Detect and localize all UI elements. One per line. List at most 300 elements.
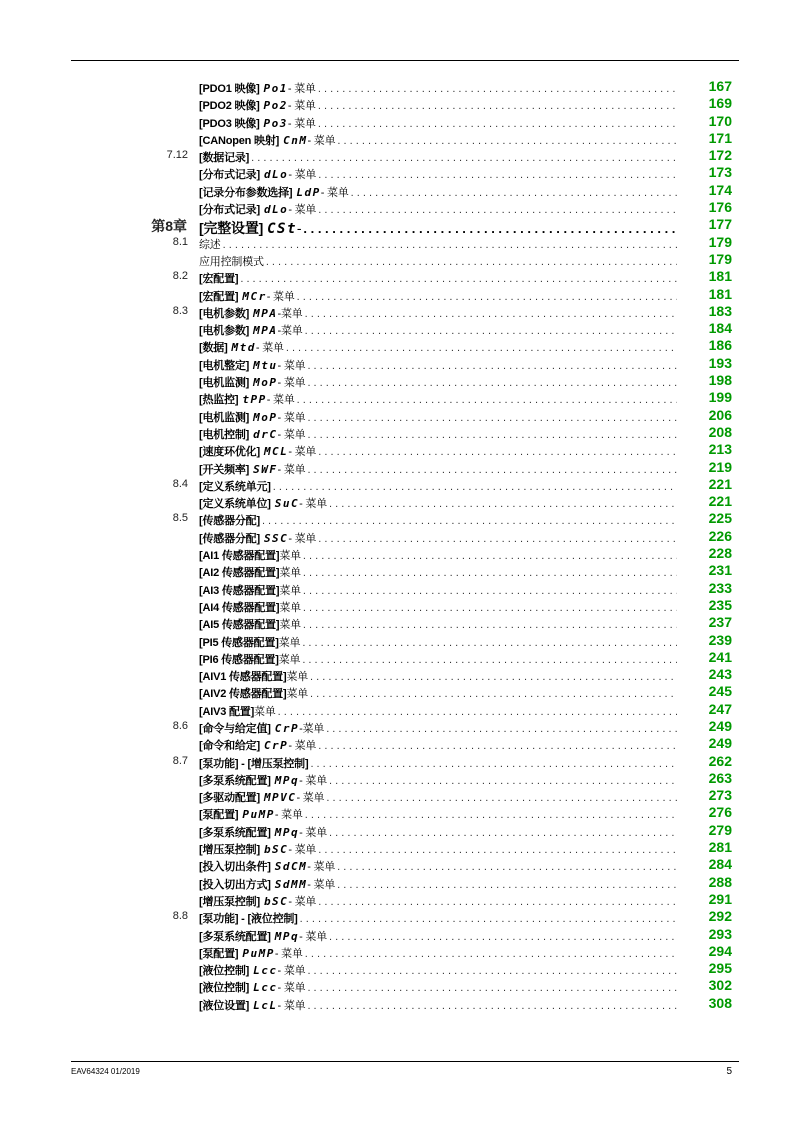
section-title [199, 755, 308, 771]
menu-suffix: -菜单 [277, 307, 303, 320]
page-link[interactable]: 279 [708, 821, 732, 838]
menu-suffix: 菜单 [278, 636, 301, 649]
toc-entry-text [199, 305, 677, 321]
page-link[interactable]: 170 [708, 112, 732, 129]
section-title-text: [PDO1 映像] [199, 83, 260, 95]
section-title [199, 409, 249, 425]
page-link[interactable]: 199 [708, 389, 732, 406]
section-title [199, 737, 260, 753]
menu-suffix: 菜单 [279, 584, 301, 597]
section-number: 8.3 [172, 304, 188, 317]
section-title [199, 685, 286, 701]
dot-leader [337, 879, 677, 891]
section-title [199, 236, 221, 252]
page-link[interactable]: 247 [708, 700, 732, 717]
page-link[interactable]: 249 [708, 717, 732, 734]
menu-suffix: - 菜单 [277, 411, 306, 424]
toc-entry-text [199, 945, 677, 961]
section-title-text: [电机参数] [199, 307, 250, 320]
menu-suffix: - 菜单 [320, 186, 349, 199]
section-title [199, 599, 279, 615]
menu-suffix: - 菜单 [277, 982, 306, 995]
menu-code: CSt [267, 221, 297, 238]
section-title [199, 461, 249, 477]
menu-suffix: 菜单 [279, 550, 301, 563]
page-link[interactable]: 206 [708, 406, 732, 423]
section-title-text: [PDO2 映像] [199, 100, 260, 113]
toc-entry[interactable] [0, 425, 793, 442]
section-title [199, 824, 271, 840]
toc-entry[interactable] [0, 978, 793, 995]
menu-suffix: 菜单 [286, 671, 309, 684]
dot-leader [326, 723, 677, 735]
page-link[interactable]: 292 [708, 908, 732, 925]
page-link[interactable]: 262 [708, 752, 732, 769]
section-title [199, 132, 279, 148]
page-link[interactable]: 181 [708, 285, 732, 302]
page-link[interactable]: 198 [708, 372, 732, 389]
menu-code: SdMM [274, 877, 308, 891]
toc-entry[interactable] [0, 408, 793, 425]
section-title [199, 634, 279, 650]
section-title-text: [完整设置] [199, 220, 264, 237]
dot-leader [351, 187, 677, 199]
toc-entry-text [199, 530, 677, 546]
toc-entry-text [199, 270, 677, 286]
dot-leader [251, 152, 677, 164]
section-title [199, 651, 279, 667]
section-number: 7.12 [166, 149, 188, 162]
menu-suffix: - 菜单 [287, 100, 316, 113]
menu-code: MPq [274, 773, 300, 787]
page-link[interactable]: 235 [708, 596, 732, 613]
section-title-text: [液位控制] [199, 982, 250, 995]
header-rule [71, 60, 739, 61]
toc-entry[interactable] [0, 563, 793, 580]
menu-suffix: - 菜单 [274, 809, 303, 822]
toc-entry-text [199, 80, 677, 96]
document-id: EAV64324 01/2019 [71, 1067, 140, 1076]
menu-code: SWF [253, 462, 278, 476]
page-link[interactable]: 241 [708, 648, 732, 665]
page-link[interactable]: 221 [708, 493, 732, 510]
page-link[interactable]: 174 [708, 181, 732, 198]
section-title-text: [定义系统单元] [199, 480, 271, 493]
toc-entry[interactable] [0, 944, 793, 961]
page-link[interactable]: 263 [708, 769, 732, 786]
page-link[interactable]: 221 [708, 475, 732, 492]
toc-entry-text [199, 149, 677, 165]
section-title [199, 772, 271, 788]
section-title-text: [数据记录] [199, 152, 250, 165]
menu-code: MoP [253, 410, 278, 424]
menu-code: dLo [263, 168, 289, 182]
section-title [199, 910, 298, 926]
toc-entry[interactable] [0, 788, 793, 805]
page-link[interactable]: 281 [708, 839, 732, 856]
toc-entry[interactable] [0, 79, 793, 96]
toc-entry[interactable] [0, 511, 793, 528]
dot-leader [240, 273, 677, 285]
section-title-text: [传感器分配] [199, 532, 260, 545]
toc-entry-text [199, 789, 677, 805]
page-link[interactable]: 176 [708, 199, 732, 216]
section-title-text: [PDO3 映像] [199, 117, 260, 130]
menu-code: MPVC [263, 791, 297, 805]
section-title-text: [速度环优化] [199, 446, 260, 459]
menu-code: Lcc [253, 981, 278, 995]
dot-leader [329, 498, 677, 510]
dot-leader [302, 654, 677, 666]
toc-entry[interactable] [0, 771, 793, 788]
section-title-text: [定义系统单位] [199, 498, 271, 511]
menu-suffix: - 菜单 [288, 169, 317, 182]
menu-suffix: - 菜单 [299, 498, 328, 511]
section-title [199, 876, 271, 892]
dot-leader [318, 533, 677, 545]
toc-entry[interactable] [0, 961, 793, 978]
menu-code: MPq [274, 929, 300, 943]
toc-entry[interactable] [0, 702, 793, 719]
section-title-text: [PI6 传感器配置] [199, 653, 279, 666]
menu-code: MPA [253, 324, 278, 338]
dot-leader [307, 464, 677, 476]
menu-code: MPA [253, 306, 278, 320]
toc-entry[interactable] [0, 235, 793, 252]
toc-chapter-row[interactable] [0, 216, 793, 238]
page-link[interactable]: 294 [708, 942, 732, 959]
section-title-text: [投入切出条件] [199, 861, 271, 874]
menu-suffix: - 菜单 [277, 463, 306, 476]
page-link[interactable]: 302 [708, 977, 732, 994]
section-title-text: [AIV2 传感器配置] [199, 688, 287, 701]
toc-entry[interactable] [0, 131, 793, 148]
toc-entry[interactable] [0, 581, 793, 598]
toc-entry-text [199, 495, 677, 511]
menu-suffix: - 菜单 [299, 826, 328, 839]
toc-entry-text [199, 703, 677, 719]
page-link[interactable]: 276 [708, 804, 732, 821]
toc-entry[interactable] [0, 390, 793, 407]
toc-entry[interactable] [0, 477, 793, 494]
toc-entry[interactable] [0, 823, 793, 840]
dot-leader [337, 135, 677, 147]
section-title-text: [多驱动配置] [199, 792, 260, 805]
toc-entry-text [199, 841, 677, 857]
page-link[interactable]: 308 [708, 994, 732, 1011]
section-title [199, 806, 238, 822]
section-title [199, 80, 260, 96]
toc-entry-text [199, 426, 677, 442]
page-link[interactable]: 233 [708, 579, 732, 596]
toc-entry-text [199, 132, 677, 148]
toc-entry[interactable] [0, 252, 793, 269]
section-title-text: [增压泵控制] [199, 844, 260, 857]
section-title [199, 253, 264, 269]
menu-code: Po2 [263, 99, 288, 113]
section-title-text: [AI2 传感器配置] [199, 567, 280, 580]
section-title [199, 979, 249, 995]
page-link[interactable]: 208 [708, 423, 732, 440]
section-title-text: [液位控制] [199, 965, 250, 978]
section-title-text: [多泵系统配置] [199, 930, 271, 943]
toc-entry[interactable] [0, 460, 793, 477]
menu-suffix: - 菜单 [277, 359, 306, 372]
dot-leader [303, 602, 677, 614]
toc-entry[interactable] [0, 598, 793, 615]
section-title-text: [电机控制] [199, 428, 250, 441]
page-link[interactable]: 239 [708, 631, 732, 648]
page-link[interactable]: 249 [708, 735, 732, 752]
section-title-text: [PI5 传感器配置] [199, 636, 279, 649]
section-title [199, 149, 249, 165]
section-title [199, 443, 260, 459]
dot-leader [307, 429, 677, 441]
menu-code: MoP [253, 376, 278, 390]
toc-entry-text [199, 962, 677, 978]
menu-suffix: - 菜单 [288, 446, 317, 459]
section-title [199, 288, 238, 304]
page-link[interactable]: 169 [708, 95, 732, 112]
dot-leader [300, 913, 677, 925]
page-link[interactable]: 273 [708, 787, 732, 804]
toc-entry-text [199, 599, 677, 615]
toc-entry[interactable] [0, 287, 793, 304]
page-link[interactable]: 237 [708, 614, 732, 631]
toc-entry[interactable] [0, 546, 793, 563]
toc-entry[interactable] [0, 996, 793, 1013]
toc-entry[interactable] [0, 857, 793, 874]
section-title [199, 426, 249, 442]
toc-entry[interactable] [0, 805, 793, 822]
menu-suffix: - [296, 220, 302, 237]
dot-leader [318, 169, 677, 181]
page-link[interactable]: 193 [708, 354, 732, 371]
toc-entry[interactable] [0, 719, 793, 736]
section-title [199, 841, 260, 857]
menu-suffix: - 菜单 [288, 740, 317, 753]
dot-leader [329, 775, 677, 787]
page-link[interactable]: 167 [708, 78, 732, 94]
toc-entry-text [199, 806, 677, 822]
page-link[interactable]: 288 [708, 873, 732, 890]
toc-entry[interactable] [0, 754, 793, 771]
toc-entry[interactable] [0, 650, 793, 667]
dot-leader [223, 239, 677, 251]
section-title-text: [记录分布参数选择] [199, 186, 293, 199]
menu-suffix: -菜单 [277, 325, 303, 338]
footer-rule [71, 1061, 739, 1062]
section-title-text: [热监控] [199, 394, 239, 407]
section-number: 8.7 [172, 754, 188, 767]
toc-entry[interactable] [0, 304, 793, 321]
dot-leader [307, 1000, 677, 1012]
toc-entry[interactable] [0, 200, 793, 217]
toc-entry[interactable] [0, 927, 793, 944]
section-number: 8.8 [172, 910, 188, 923]
menu-code: PuMP [242, 946, 275, 960]
toc-entry[interactable] [0, 667, 793, 684]
menu-suffix: - 菜单 [274, 947, 303, 960]
section-title-text: [电机参数] [199, 325, 250, 338]
section-title-text: [电机整定] [199, 359, 250, 372]
menu-suffix: - 菜单 [307, 878, 336, 891]
toc-entry[interactable] [0, 373, 793, 390]
page-link[interactable]: 228 [708, 545, 732, 562]
toc-entry[interactable] [0, 529, 793, 546]
page-link[interactable]: 226 [708, 527, 732, 544]
section-title [199, 495, 271, 511]
toc-entry[interactable] [0, 494, 793, 511]
section-title-text: [电机监测] [199, 377, 250, 390]
dot-leader [307, 412, 677, 424]
toc-entry-text [199, 409, 677, 425]
menu-code: LcL [253, 998, 278, 1012]
dot-leader [262, 515, 677, 527]
toc-entry[interactable] [0, 114, 793, 131]
menu-code: MPq [274, 825, 300, 839]
toc-entry[interactable] [0, 321, 793, 338]
menu-suffix: - 菜单 [287, 117, 316, 130]
dot-leader [305, 325, 677, 337]
page-link[interactable]: 172 [708, 147, 732, 164]
section-title-text: [宏配置] [199, 290, 239, 303]
toc-entry[interactable] [0, 165, 793, 182]
menu-suffix: 菜单 [279, 601, 301, 614]
page-link[interactable]: 179 [708, 233, 732, 250]
menu-code: Mtu [253, 358, 278, 372]
dot-leader [318, 844, 677, 856]
section-title [199, 962, 249, 978]
page-link[interactable]: 295 [708, 960, 732, 977]
page-link[interactable]: 231 [708, 562, 732, 579]
page-number: 5 [726, 1066, 732, 1077]
section-title [199, 184, 292, 200]
toc-entry[interactable] [0, 615, 793, 632]
dot-leader [318, 83, 677, 95]
toc-entry-text [199, 357, 677, 373]
section-title [199, 858, 271, 874]
section-title-text: [液位设置] [199, 999, 250, 1012]
toc-entry-text [199, 772, 677, 788]
page-link[interactable]: 243 [708, 666, 732, 683]
toc-entry[interactable] [0, 183, 793, 200]
toc-entry[interactable] [0, 269, 793, 286]
section-title [199, 928, 271, 944]
dot-leader [303, 550, 677, 562]
section-title-text: [AI3 传感器配置] [199, 584, 280, 597]
page-link[interactable]: 284 [708, 856, 732, 873]
dot-leader [303, 567, 677, 579]
section-number: 8.6 [172, 719, 188, 732]
section-title-text: [传感器分配] [199, 515, 260, 528]
toc-entry-text [199, 824, 677, 840]
dot-leader [307, 965, 677, 977]
section-number: 8.4 [172, 477, 188, 490]
toc-entry[interactable] [0, 356, 793, 373]
menu-code: SSC [263, 531, 289, 545]
page-link[interactable]: 219 [708, 458, 732, 475]
toc-entry-text [199, 893, 677, 909]
menu-suffix: - 菜单 [288, 844, 317, 857]
section-title-text: 综述 [199, 238, 221, 251]
dot-leader [318, 446, 677, 458]
menu-code: tPP [242, 393, 267, 407]
page-link[interactable]: 173 [708, 164, 732, 181]
page-link[interactable]: 183 [708, 302, 732, 319]
toc-entry[interactable] [0, 633, 793, 650]
page-link[interactable]: 177 [708, 216, 732, 233]
toc-entry-text [199, 910, 677, 926]
section-title-text: [多泵系统配置] [199, 774, 271, 787]
menu-suffix: 菜单 [286, 688, 309, 701]
toc-entry[interactable] [0, 96, 793, 113]
toc-entry-text [199, 876, 677, 892]
dot-leader [326, 792, 677, 804]
toc-entry[interactable] [0, 442, 793, 459]
toc-entry[interactable] [0, 840, 793, 857]
page-link[interactable]: 171 [708, 129, 732, 146]
section-title-text: [电机监测] [199, 411, 250, 424]
menu-suffix: - 菜单 [296, 792, 325, 805]
toc-entry-text [199, 634, 677, 650]
toc-entry[interactable] [0, 875, 793, 892]
section-title [199, 270, 238, 286]
section-title-text: [AIV1 传感器配置] [199, 671, 287, 684]
page-link[interactable]: 293 [708, 925, 732, 942]
page-link[interactable]: 213 [708, 441, 732, 458]
page-link[interactable]: 245 [708, 683, 732, 700]
toc-entry[interactable] [0, 338, 793, 355]
toc-entry-text [199, 685, 677, 701]
section-title-text: [CANopen 映射] [199, 134, 280, 147]
dot-leader [305, 308, 677, 320]
dot-leader [337, 861, 677, 873]
toc-entry[interactable] [0, 148, 793, 165]
section-title-text: [泵功能] - [液位控制] [199, 913, 298, 926]
section-title [199, 305, 249, 321]
menu-code: MCr [242, 289, 267, 303]
toc-entry-text [199, 651, 677, 667]
section-title [199, 339, 228, 355]
section-title-text: [数据] [199, 342, 228, 355]
toc-entry[interactable] [0, 909, 793, 926]
section-title-text: [分布式记录] [199, 169, 260, 182]
page-link[interactable]: 291 [708, 890, 732, 907]
toc-entry[interactable] [0, 892, 793, 909]
table-of-contents [0, 79, 793, 1013]
toc-entry[interactable] [0, 684, 793, 701]
toc-entry[interactable] [0, 736, 793, 753]
toc-entry-text [199, 668, 677, 684]
page-link[interactable]: 186 [708, 337, 732, 354]
dot-leader [318, 100, 677, 112]
page-link[interactable]: 184 [708, 320, 732, 337]
toc-entry-text [199, 755, 677, 771]
dot-leader [305, 948, 677, 960]
dot-leader [307, 377, 677, 389]
page-link[interactable]: 179 [708, 250, 732, 267]
toc-entry-text [199, 166, 677, 182]
menu-suffix: - 菜单 [287, 83, 316, 95]
dot-leader [303, 585, 677, 597]
menu-suffix: 菜单 [279, 619, 301, 632]
page-link[interactable]: 225 [708, 510, 732, 527]
page-link[interactable]: 181 [708, 268, 732, 285]
toc-entry-text [199, 512, 677, 528]
section-title [199, 374, 249, 390]
section-title [199, 530, 260, 546]
